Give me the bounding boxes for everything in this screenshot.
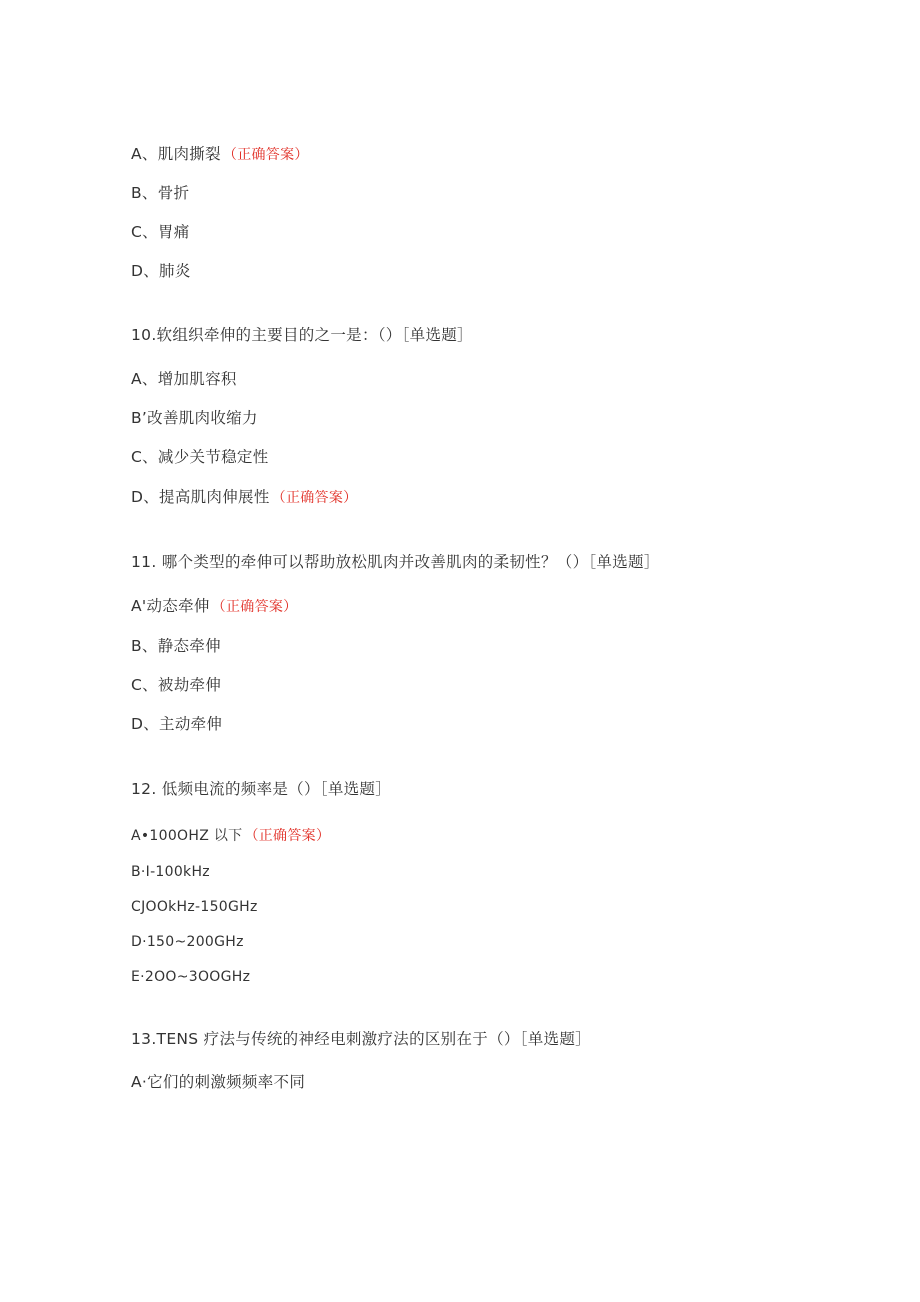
option-text: A•100OHZ 以下 bbox=[131, 828, 243, 844]
option-text: CJOOkHz-150GHz bbox=[131, 899, 258, 915]
correct-answer-tag: （正确答案） bbox=[271, 490, 358, 506]
q11-option-d bbox=[131, 714, 222, 734]
q11-option-c bbox=[131, 675, 221, 695]
q12-option-a bbox=[131, 825, 330, 846]
q9-option-b bbox=[131, 183, 189, 203]
option-text: A'动态牵伸 bbox=[131, 597, 210, 615]
q12-option-b bbox=[131, 862, 210, 882]
option-text: C、被劫牵伸 bbox=[131, 676, 222, 694]
option-text: B、静态牵伸 bbox=[131, 637, 221, 655]
option-text: B·I-100kHz bbox=[131, 864, 210, 880]
option-text: A·它们的刺激频频率不同 bbox=[131, 1073, 306, 1091]
option-text: D、主动牵伸 bbox=[131, 715, 223, 733]
q9-option-d bbox=[131, 261, 191, 281]
q11-option-a bbox=[131, 596, 297, 617]
q12-option-d bbox=[131, 932, 244, 952]
option-text: D、肺炎 bbox=[131, 262, 191, 280]
q10-stem: 10.软组织牵伸的主要目的之一是：（）［单选题］ bbox=[131, 326, 473, 344]
option-text: E·2OO~3OOGHz bbox=[131, 969, 251, 985]
option-text: A、肌肉撕裂 bbox=[131, 145, 221, 163]
q9-option-a bbox=[131, 144, 309, 165]
q12-option-c bbox=[131, 897, 258, 917]
q12-option-e bbox=[131, 967, 250, 987]
q13-stem: 13.TENS 疗法与传统的神经电刺激疗法的区别在于（）［单选题］ bbox=[131, 1030, 591, 1048]
option-text: C、减少关节稳定性 bbox=[131, 448, 269, 466]
correct-answer-tag: （正确答案） bbox=[211, 599, 298, 615]
option-text: A、增加肌容积 bbox=[131, 370, 237, 388]
q10-option-a bbox=[131, 369, 237, 389]
q10-option-c bbox=[131, 447, 269, 467]
option-text: D·150~200GHz bbox=[131, 934, 244, 950]
correct-answer-tag: （正确答案） bbox=[222, 147, 309, 163]
q10-option-d bbox=[131, 487, 357, 508]
q11-option-b bbox=[131, 636, 221, 656]
option-text: B’改善肌肉收缩力 bbox=[131, 409, 258, 427]
q11-stem: 11. 哪个类型的牵伸可以帮助放松肌肉并改善肌肉的柔韧性？（）［单选题］ bbox=[131, 553, 660, 571]
option-text: B、骨折 bbox=[131, 184, 190, 202]
q12-stem: 12. 低频电流的频率是（）［单选题］ bbox=[131, 780, 392, 798]
option-text: C、胃痛 bbox=[131, 223, 190, 241]
q13-option-a bbox=[131, 1072, 305, 1092]
correct-answer-tag: （正确答案） bbox=[244, 828, 331, 844]
q10-option-b bbox=[131, 408, 258, 428]
q9-option-c bbox=[131, 222, 190, 242]
option-text: D、提高肌肉伸展性 bbox=[131, 488, 270, 506]
